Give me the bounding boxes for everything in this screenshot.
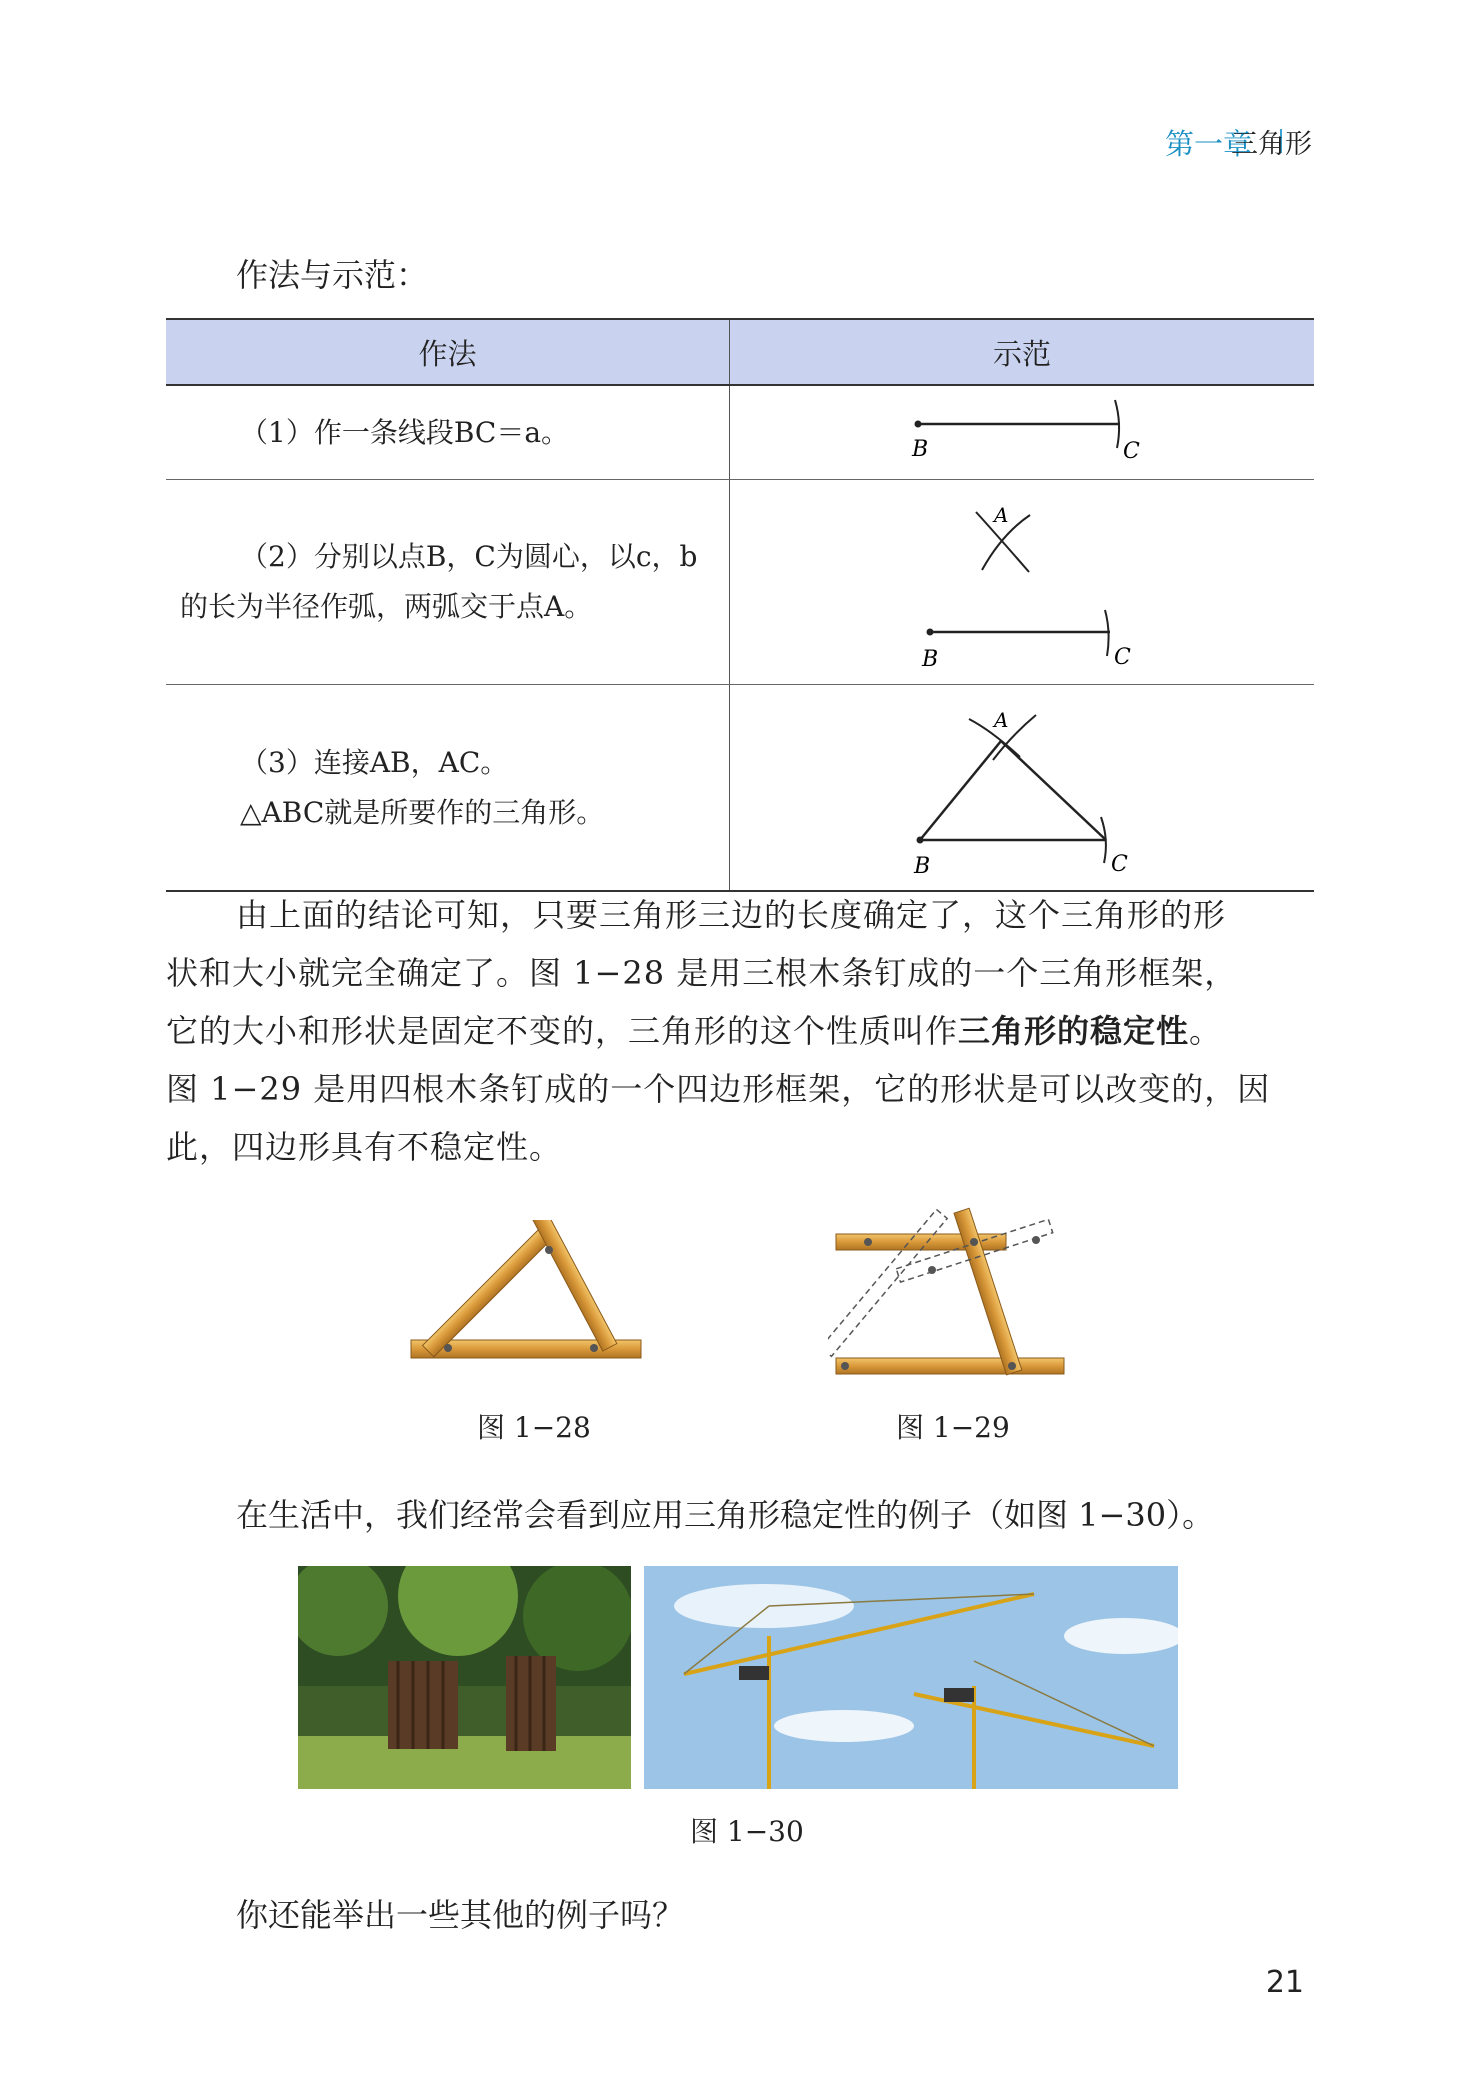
figure-caption: 图 1−30 <box>690 1815 804 1848</box>
step-2-text-line2: 的长为半径作弧，两弧交于点A。 <box>180 590 593 623</box>
step-1-text: （1）作一条线段BC＝a。 <box>240 415 570 449</box>
paragraph-line: 它的大小和形状是固定不变的，三角形的这个性质叫作三角形的稳定性。 <box>166 1012 1223 1050</box>
garden-gate-photo <box>298 1566 631 1789</box>
wooden-quadrilateral-figure <box>828 1200 1072 1390</box>
life-examples-text: 在生活中，我们经常会看到应用三角形稳定性的例子（如图 1−30）。 <box>236 1496 1215 1534</box>
construction-table <box>166 318 1314 892</box>
table-row <box>166 685 1314 892</box>
column-method: 作法 <box>166 319 730 385</box>
paragraph-line: 状和大小就完全确定了。图 1−28 是用三根木条钉成的一个三角形框架， <box>166 954 1238 992</box>
step-1-diagram <box>730 386 1314 472</box>
figure-caption: 图 1−28 <box>477 1411 591 1444</box>
label-a: A <box>994 708 1009 732</box>
step-3-diagram <box>730 685 1314 883</box>
paragraph-line: 此，四边形具有不稳定性。 <box>166 1128 563 1166</box>
step-2-diagram <box>730 480 1314 677</box>
wooden-triangle-figure <box>406 1220 646 1380</box>
chapter-label: 第一章 <box>1164 127 1252 161</box>
figure-caption: 图 1−29 <box>896 1411 1010 1444</box>
step-3-text-line1: （3）连接AB，AC。 <box>240 745 509 779</box>
intro-text: 作法与示范： <box>236 256 429 294</box>
label-c: C <box>1111 852 1128 877</box>
step-2-text-line1: （2）分别以点B，C为圆心，以c，b <box>240 540 698 573</box>
page-number: 21 <box>1265 1965 1304 2000</box>
key-term: 三角形的稳定性 <box>958 1012 1190 1050</box>
column-demo: 示范 <box>730 319 1315 385</box>
table-row <box>166 480 1314 685</box>
label-c: C <box>1114 645 1131 670</box>
label-a: A <box>994 503 1009 527</box>
chapter-topic: 三角形 <box>1231 129 1312 160</box>
paragraph-line: 图 1−29 是用四根木条钉成的一个四边形框架，它的形状是可以改变的，因 <box>166 1070 1271 1108</box>
step-3-text-line2: △ABC就是所要作的三角形。 <box>240 795 605 829</box>
label-b: B <box>914 854 931 879</box>
label-b: B <box>922 647 939 672</box>
paragraph-line: 由上面的结论可知，只要三角形三边的长度确定了，这个三角形的形 <box>236 896 1227 934</box>
tower-crane-photo <box>644 1566 1178 1789</box>
table-row <box>166 385 1314 480</box>
question-text: 你还能举出一些其他的例子吗？ <box>236 1896 685 1934</box>
label-c: C <box>1123 439 1140 464</box>
page-header <box>0 122 1480 166</box>
body-paragraph <box>166 886 1314 1176</box>
label-b: B <box>912 437 929 462</box>
